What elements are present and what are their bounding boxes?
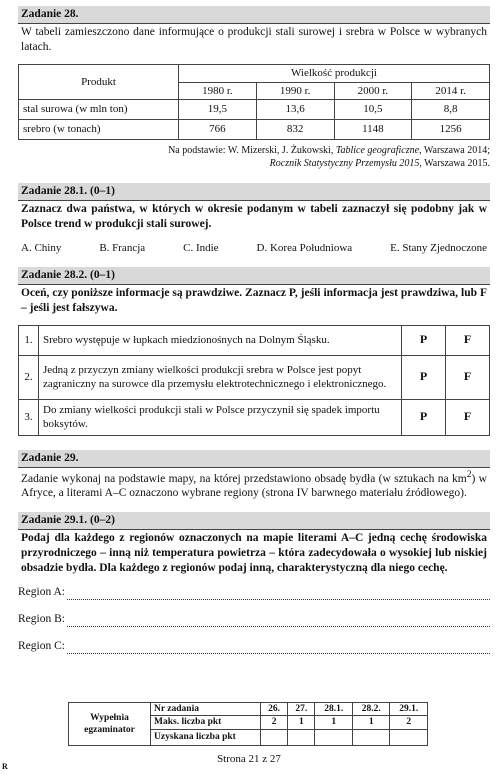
option-b[interactable]: B. Francja — [99, 241, 146, 254]
table-cell: 1148 — [334, 119, 412, 139]
year-header: 1980 r. — [179, 82, 257, 99]
task-29-1-question: Podaj dla każdego z regionów oznaczonych na mapie literami A–C jedną cechę środowiska przyrodniczego – inną niż temperatura powietrza – która zadecydowała o wysokiej lub niskiej obsadzie bydła. Dla każdego z regionów podaj inną, charakterystyczną dla niego cechę. — [21, 532, 487, 575]
region-b-answer[interactable] — [18, 612, 490, 627]
option-e[interactable]: E. Stany Zjednoczone — [390, 241, 487, 254]
max-points: 1 — [288, 716, 315, 729]
production-table — [18, 64, 490, 140]
true-false-table — [18, 325, 490, 436]
statement: Do zmiany wielkości produkcji stali w Polsce przyczynił się spadek importu boksytów. — [39, 399, 402, 435]
statement: Jedną z przyczyn zmiany wielkości produkcji srebra w Polsce jest popyt zagraniczny na surowce dla przemysłu elektrotechnicznego i elektronicznego. — [39, 355, 402, 399]
task-29-intro — [18, 468, 490, 503]
table-cell: 766 — [179, 119, 257, 139]
table-cell: 13,6 — [256, 99, 334, 119]
source-title: Tablice geograficzne — [335, 144, 420, 156]
intro-text: ) w Afryce, a literami A–C oznaczono wybrane regiony (strona IV barwnego materiału źródłowego). — [21, 472, 487, 500]
corner-mark: R — [2, 762, 8, 771]
table-row — [19, 399, 490, 435]
year-header: 1990 r. — [256, 82, 334, 99]
task-28-2-header: Zadanie 28.2. (0–1) — [18, 267, 490, 285]
region-c-answer[interactable] — [18, 639, 490, 654]
true-option[interactable]: P — [402, 399, 446, 435]
table-cell: 10,5 — [334, 99, 412, 119]
true-option[interactable]: P — [402, 355, 446, 399]
max-points: 2 — [390, 716, 428, 729]
intro-text: Zadanie wykonaj na podstawie mapy, na której przedstawiono obsadę bydła (w sztukach na km — [21, 472, 467, 485]
source-title: Rocznik Statystyczny Przemysłu 2015 — [269, 158, 420, 170]
examiner-table — [68, 702, 428, 746]
answer-line[interactable] — [67, 644, 490, 654]
task-28-2-question: Oceń, czy poniższe informacje są prawdziwe. Zaznacz P, jeśli informacja jest prawdziwa, lub F – jeśli jest fałszywa. — [21, 286, 487, 314]
option-c[interactable]: C. Indie — [183, 241, 219, 254]
max-points: 1 — [352, 716, 390, 729]
task-number: 27. — [288, 703, 315, 716]
row-label: Nr zadania — [151, 703, 261, 716]
source-text: Na podstawie: W. Mizerski, J. Żukowski, — [168, 144, 336, 156]
table-cell: 832 — [256, 119, 334, 139]
row-label: Uzyskana liczba pkt — [151, 729, 261, 745]
false-option[interactable]: F — [446, 355, 490, 399]
task-number: 28.2. — [352, 703, 390, 716]
page — [18, 6, 490, 654]
task-28-1-question: Zaznacz dwa państwa, w których w okresie podanym w tabeli zaznaczył się podobny jak w Polsce trend w produkcji stali surowej. — [21, 202, 487, 230]
row-label: srebro (w tonach) — [19, 119, 179, 139]
region-a-answer[interactable] — [18, 585, 490, 600]
table-cell: 19,5 — [179, 99, 257, 119]
option-a[interactable]: A. Chiny — [21, 241, 62, 254]
page-number: Strona 21 z 27 — [217, 753, 281, 765]
region-label: Region A: — [18, 586, 65, 599]
task-number: 26. — [261, 703, 288, 716]
statement: Srebro występuje w łupkach miedzionośnych na Dolnym Śląsku. — [39, 325, 402, 355]
row-number: 3. — [19, 399, 39, 435]
false-option[interactable]: F — [446, 399, 490, 435]
source-text: , Warszawa 2015. — [419, 158, 490, 170]
year-header: 2000 r. — [334, 82, 412, 99]
task-number: 29.1. — [390, 703, 428, 716]
score-cell[interactable] — [315, 729, 353, 745]
table-row — [19, 99, 490, 119]
answer-line[interactable] — [67, 590, 490, 600]
task-29-header: Zadanie 29. — [18, 450, 490, 468]
examiner-label: Wypełnia egzaminator — [69, 703, 151, 746]
true-option[interactable]: P — [402, 325, 446, 355]
year-header: 2014 r. — [412, 82, 490, 99]
row-number: 2. — [19, 355, 39, 399]
max-points: 2 — [261, 716, 288, 729]
table-cell: 1256 — [412, 119, 490, 139]
table-row — [19, 355, 490, 399]
answer-options — [18, 241, 490, 255]
option-d[interactable]: D. Korea Południowa — [256, 241, 353, 254]
task-28-header: Zadanie 28. — [18, 6, 490, 24]
row-label: Maks. liczba pkt — [151, 716, 261, 729]
task-number: 28.1. — [315, 703, 353, 716]
source-note — [18, 144, 490, 171]
region-label: Region B: — [18, 613, 65, 626]
score-cell[interactable] — [288, 729, 315, 745]
task-28-intro: W tabeli zamieszczono dane informujące o produkcji stali surowej i srebra w Polsce w wybranych latach. — [21, 25, 487, 53]
row-number: 1. — [19, 325, 39, 355]
answer-section — [18, 585, 490, 654]
col-product: Produkt — [19, 64, 179, 99]
table-row — [19, 325, 490, 355]
task-29-1-header: Zadanie 29.1. (0–2) — [18, 512, 490, 530]
score-cell[interactable] — [261, 729, 288, 745]
col-production-size: Wielkość produkcji — [179, 64, 490, 82]
row-label: stal surowa (w mln ton) — [19, 99, 179, 119]
source-text: , Warszawa 2014; — [419, 144, 490, 156]
superscript: 2 — [466, 468, 472, 480]
region-label: Region C: — [18, 640, 65, 652]
score-cell[interactable] — [390, 729, 428, 745]
task-28-1-header: Zadanie 28.1. (0–1) — [18, 183, 490, 201]
false-option[interactable]: F — [446, 325, 490, 355]
max-points: 1 — [315, 716, 353, 729]
answer-line[interactable] — [67, 617, 490, 627]
score-cell[interactable] — [352, 729, 390, 745]
table-row — [19, 119, 490, 139]
table-cell: 8,8 — [412, 99, 490, 119]
